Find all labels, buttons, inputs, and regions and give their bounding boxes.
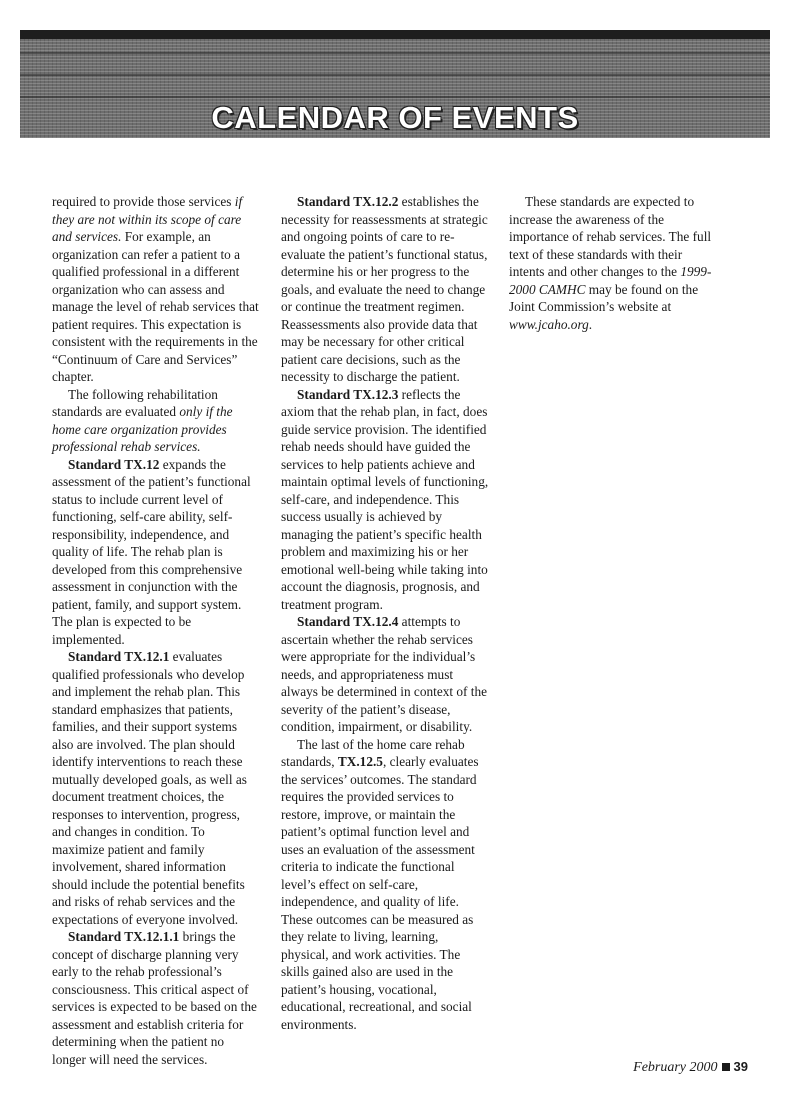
body-text: attempts to ascertain whether the rehab services were appropriate for the individual’s needs, and appropriateness must always be determined in context of the severity of the patient’s disease, condition, impairment, or disability. [281,614,488,734]
paragraph [281,736,489,1034]
website-url: www.jcaho.org [509,316,589,332]
paragraph [509,193,717,333]
paragraph [281,193,489,386]
body-text: establishes the necessity for reassessments at strategic and ongoing points of care to re-evaluate the patient’s functional status, determine his or her progress to the goals, and evaluate the need to change or continue the treatment regimen. Reassessments also provide data that may be necessary for other critical patient care decisions, such as the necessity to discharge the patient. [281,194,488,384]
paragraph [52,386,260,456]
paragraph [52,928,260,1068]
body-text: The last of the home care rehab standards, [281,736,465,769]
italic-text: 1999-2000 CAMHC [509,264,712,297]
body-text: The following rehabilitation standards are evaluated [52,386,218,419]
page-title: CALENDAR OF EVENTS [211,100,579,135]
body-text: , clearly evaluates the services’ outcomes. The standard requires the provided services to restore, improve, or maintain the patient’s optimal function level and uses an evaluation of the assessment criteria to indicate the functional level’s effect on self-care, independence, and quality of life. These outcomes can be measured as they relate to living, learning, physical, and work activities. The skills gained also are used in the patient’s housing, vocational, educational, recreational, and social environments. [281,754,479,1032]
body-text: required to provide those services [52,194,235,209]
standard-label: Standard TX.12 [68,456,160,472]
standard-label: TX.12.5 [337,754,383,769]
body-text: reflects the axiom that the rehab plan, in fact, does guide service provision. The identified rehab needs should have guided the services to help patients achieve and maintain optimal levels of functioning, self-care, and independence. This success usually is achieved by managing the patient’s specific health problem and maximizing his or her emotional well-being while taking into account the diagnosis, prognosis, and treatment program. [281,386,489,612]
italic-text: if they are not within its scope of care and services. [52,194,243,244]
standard-label: Standard TX.12.4 [297,614,399,629]
square-bullet-icon [722,1063,730,1071]
text-column-2 [281,193,489,1033]
body-text: . [588,316,593,332]
text-column-3 [509,193,717,333]
paragraph [52,648,260,928]
standard-label: Standard TX.12.2 [297,194,399,209]
body-text: These standards are expected to increase the awareness of the importance of rehab services. The full text of these standards with their intents and other changes to the [509,194,712,279]
body-text: brings the concept of discharge planning very early to the rehab professional’s consciousness. This critical aspect of services is expected to be based on the assessment and establish criteria for determining when the patient no longer will need the services. [52,929,257,1067]
body-text: may be found on the Joint Commission’s website at [509,281,699,314]
paragraph [52,456,260,649]
banner-top-bar [20,30,770,39]
paragraph [281,613,489,736]
standard-label: Standard TX.12.1 [68,649,170,664]
body-text: For example, an organization can refer a patient to a qualified professional in a different organization who can assess and manage the level of rehab services that patient requires. This expectation is consistent with the requirements in the “Continuum of Care and Services” chapter. [52,229,259,384]
paragraph [281,386,489,614]
banner-stripe [20,74,770,76]
page-number: 39 [733,1059,748,1074]
body-text: evaluates qualified professionals who develop and implement the rehab plan. This standard emphasizes that patients, families, and their support systems also are involved. The plan should identify interventions to reach these mutually developed goals, as well as document treatment choices, the responses to intervention, progress, and changes in condition. To maximize patient and family involvement, shared information should include the potential benefits and risks of rehab services and the expectations of everyone involved. [52,649,247,927]
body-text: expands the assessment of the patient’s functional status to include current level of functioning, self-care ability, self-responsibility, independence, and quality of life. The rehab plan is developed from this comprehensive assessment in conjunction with the patient, family, and support system. The plan is expected to be implemented. [52,456,251,647]
text-column-1 [52,193,260,1068]
standard-label: Standard TX.12.3 [297,386,399,402]
standard-label: Standard TX.12.1.1 [68,929,180,944]
issue-date: February 2000 [633,1060,718,1075]
italic-text: only if the home care organization provides professional rehab services. [52,404,233,454]
paragraph [52,193,260,386]
banner-stripe [20,96,770,98]
page-footer [633,1059,748,1076]
banner-stripe [20,52,770,54]
header-banner [20,30,770,138]
